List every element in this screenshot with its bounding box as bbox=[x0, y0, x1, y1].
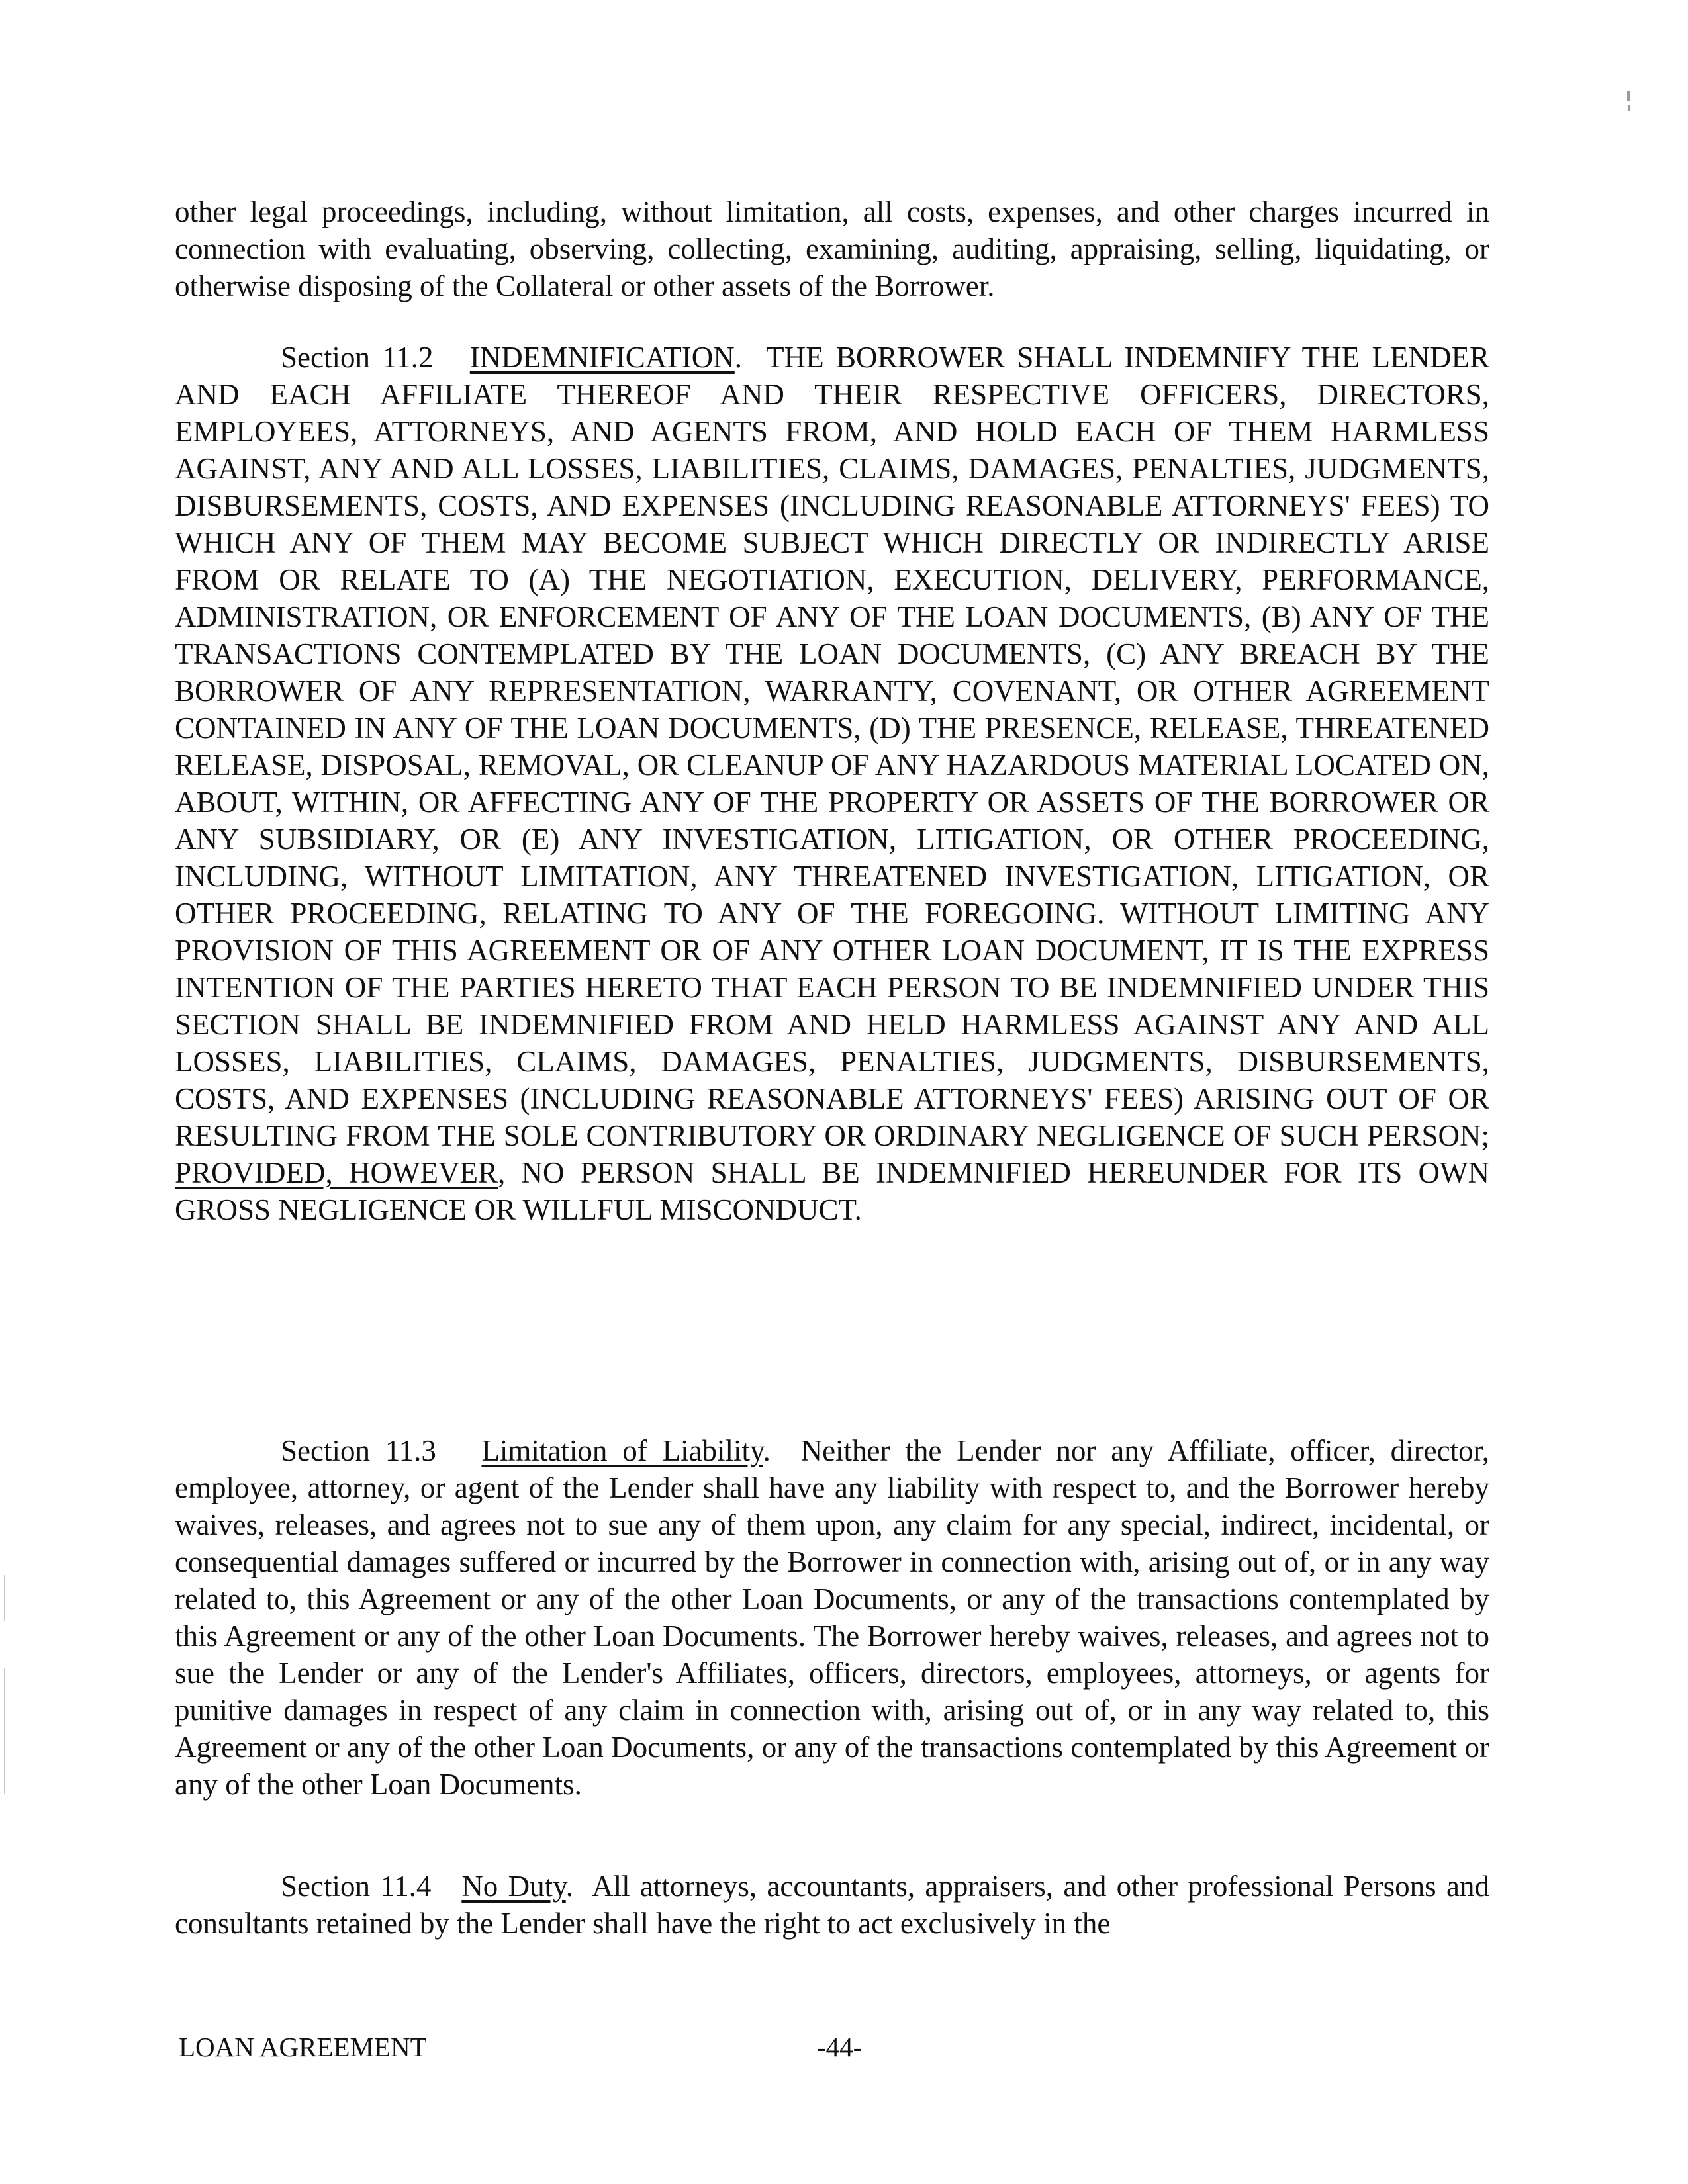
scan-speck bbox=[4, 1668, 5, 1794]
section-11-3 bbox=[175, 1432, 1489, 1803]
section-11-4-number: Section 11.4 bbox=[281, 1870, 432, 1903]
section-11-3-paragraph: Section 11.3 Limitation of Liability. Neither the Lender nor any Affiliate, officer, director, employee, attorney, or agent of the Lender shall have any liability with respect to, and the Borrower hereby waives, releases, and agrees not to sue any of them upon, any claim for any special, indirect, incidental, or consequential damages suffered or incurred by the Borrower in connection with, arising out of, or in any way related to, this Agreement or any of the other Loan Documents, or any of the transactions contemplated by this Agreement or any of the other Loan Documents. The Borrower hereby waives, releases, and agrees not to sue the Lender or any of the Lender's Affiliates, officers, directors, employees, attorneys, or agents for punitive damages in respect of any claim in connection with, arising out of, or in any way related to, this Agreement or any of the other Loan Documents, or any of the transactions contemplated by this Agreement or any of the other Loan Documents. bbox=[175, 1434, 1490, 1801]
section-11-2-text-part2: NO PERSON SHALL BE INDEMNIFIED HEREUNDER FOR ITS OWN GROSS NEGLIGENCE OR WILLFUL MISCONDUCT. bbox=[175, 1156, 1490, 1226]
footer-document-name: LOAN AGREEMENT bbox=[179, 2032, 427, 2062]
section-11-2-text-part1: THE BORROWER SHALL INDEMNIFY THE LENDER AND EACH AFFILIATE THEREOF AND THEIR RESPECTIVE OFFICERS, DIRECTORS, EMPLOYEES, ATTORNEYS, AND AGENTS FROM, AND HOLD EACH OF THEM HARMLESS AGAINST, ANY AND ALL LOSSES, LIABILITIES, CLAIMS, DAMAGES, PENALTIES, JUDGMENTS, DISBURSEMENTS, COSTS, AND EXPENSES (INCLUDING REASONABLE ATTORNEYS' FEES) TO WHICH ANY OF THEM MAY BECOME SUBJECT WHICH DIRECTLY OR INDIRECTLY ARISE FROM OR RELATE TO (A) THE NEGOTIATION, EXECUTION, DELIVERY, PERFORMANCE, ADMINISTRATION, OR ENFORCEMENT OF ANY OF THE LOAN DOCUMENTS, (B) ANY OF THE TRANSACTIONS CONTEMPLATED BY THE LOAN DOCUMENTS, (C) ANY BREACH BY THE BORROWER OF ANY REPRESENTATION, WARRANTY, COVENANT, OR OTHER AGREEMENT CONTAINED IN ANY OF THE LOAN DOCUMENTS, (D) THE PRESENCE, RELEASE, THREATENED RELEASE, DISPOSAL, REMOVAL, OR CLEANUP OF ANY HAZARDOUS MATERIAL LOCATED ON, ABOUT, WITHIN, OR AFFECTING ANY OF THE PROPERTY OR ASSETS OF THE BORROWER OR ANY SUBSIDIARY, OR (E) ANY INVESTIGATION, LITIGATION, OR OTHER PROCEEDING, INCLUDING, WITHOUT LIMITATION, ANY THREATENED INVESTIGATION, LITIGATION, OR OTHER PROCEEDING, RELATING TO ANY OF THE FOREGOING. WITHOUT LIMITING ANY PROVISION OF THIS AGREEMENT OR OF ANY OTHER LOAN DOCUMENT, IT IS THE EXPRESS INTENTION OF THE PARTIES HERETO THAT EACH PERSON TO BE INDEMNIFIED UNDER THIS SECTION SHALL BE INDEMNIFIED FROM AND HELD HARMLESS AGAINST ANY AND ALL LOSSES, LIABILITIES, CLAIMS, DAMAGES, PENALTIES, JUDGMENTS, DISBURSEMENTS, COSTS, AND EXPENSES (INCLUDING REASONABLE ATTORNEYS' FEES) ARISING OUT OF OR RESULTING FROM THE SOLE CONTRIBUTORY OR ORDINARY NEGLIGENCE OF SUCH PERSON; bbox=[175, 341, 1490, 1152]
section-11-4 bbox=[175, 1868, 1489, 1942]
scan-speck bbox=[1628, 105, 1630, 111]
section-11-2 bbox=[175, 339, 1489, 1228]
intro-paragraph bbox=[175, 193, 1489, 304]
scan-speck bbox=[4, 1575, 5, 1621]
section-11-3-text: Neither the Lender nor any Affiliate, officer, director, employee, attorney, or agent of the Lender shall have any liability with respect to, and the Borrower hereby waives, releases, and agrees not to sue any of them upon, any claim for any special, indirect, incidental, or consequential damages suffered or incurred by the Borrower in connection with, arising out of, or in any way related to, this Agreement or any of the other Loan Documents, or any of the transactions contemplated by this Agreement or any of the other Loan Documents. The Borrower hereby waives, releases, and agrees not to sue the Lender or any of the Lender's Affiliates, officers, directors, employees, attorneys, or agents for punitive damages in respect of any claim in connection with, arising out of, or in any way related to, this Agreement or any of the other Loan Documents, or any of the transactions contemplated by this Agreement or any of the other Loan Documents. bbox=[175, 1434, 1490, 1801]
section-11-4-heading: No Duty bbox=[461, 1870, 566, 1903]
section-11-3-number: Section 11.3 bbox=[281, 1434, 436, 1467]
section-11-2-paragraph: Section 11.2 INDEMNIFICATION. THE BORROWER SHALL INDEMNIFY THE LENDER AND EACH AFFILIATE THEREOF AND THEIR RESPECTIVE OFFICERS, DIRECTORS, EMPLOYEES, ATTORNEYS, AND AGENTS FROM, AND HOLD EACH OF THEM HARMLESS AGAINST, ANY AND ALL LOSSES, LIABILITIES, CLAIMS, DAMAGES, PENALTIES, JUDGMENTS, DISBURSEMENTS, COSTS, AND EXPENSES (INCLUDING REASONABLE ATTORNEYS' FEES) TO WHICH ANY OF THEM MAY BECOME SUBJECT WHICH DIRECTLY OR INDIRECTLY ARISE FROM OR RELATE TO (A) THE NEGOTIATION, EXECUTION, DELIVERY, PERFORMANCE, ADMINISTRATION, OR ENFORCEMENT OF ANY OF THE LOAN DOCUMENTS, (B) ANY OF THE TRANSACTIONS CONTEMPLATED BY THE LOAN DOCUMENTS, (C) ANY BREACH BY THE BORROWER OF ANY REPRESENTATION, WARRANTY, COVENANT, OR OTHER AGREEMENT CONTAINED IN ANY OF THE LOAN DOCUMENTS, (D) THE PRESENCE, RELEASE, THREATENED RELEASE, DISPOSAL, REMOVAL, OR CLEANUP OF ANY HAZARDOUS MATERIAL LOCATED ON, ABOUT, WITHIN, OR AFFECTING ANY OF THE PROPERTY OR ASSETS OF THE BORROWER OR ANY SUBSIDIARY, OR (E) ANY INVESTIGATION, LITIGATION, OR OTHER PROCEEDING, INCLUDING, WITHOUT LIMITATION, ANY THREATENED INVESTIGATION, LITIGATION, OR OTHER PROCEEDING, RELATING TO ANY OF THE FOREGOING. WITHOUT LIMITING ANY PROVISION OF THIS AGREEMENT OR OF ANY OTHER LOAN DOCUMENT, IT IS THE EXPRESS INTENTION OF THE PARTIES HERETO THAT EACH PERSON TO BE INDEMNIFIED UNDER THIS SECTION SHALL BE INDEMNIFIED FROM AND HELD HARMLESS AGAINST ANY AND ALL LOSSES, LIABILITIES, CLAIMS, DAMAGES, PENALTIES, JUDGMENTS, DISBURSEMENTS, COSTS, AND EXPENSES (INCLUDING REASONABLE ATTORNEYS' FEES) ARISING OUT OF OR RESULTING FROM THE SOLE CONTRIBUTORY OR ORDINARY NEGLIGENCE OF SUCH PERSON; PROVIDED, HOWEVER, NO PERSON SHALL BE INDEMNIFIED HEREUNDER FOR ITS OWN GROSS NEGLIGENCE OR WILLFUL MISCONDUCT. bbox=[175, 341, 1490, 1226]
scan-speck bbox=[1627, 91, 1630, 101]
section-11-3-heading: Limitation of Liability bbox=[481, 1434, 763, 1467]
section-11-4-text: All attorneys, accountants, appraisers, and other professional Persons and consultants retained by the Lender shall have the right to act exclusively in the bbox=[175, 1870, 1489, 1940]
section-11-2-proviso: PROVIDED, HOWEVER bbox=[175, 1156, 498, 1189]
section-11-4-paragraph: Section 11.4 No Duty. All attorneys, accountants, appraisers, and other professional Persons and consultants retained by the Lender shall have the right to act exclusively in the bbox=[175, 1870, 1489, 1940]
section-11-2-number: Section 11.2 bbox=[281, 341, 434, 374]
intro-paragraph-text: other legal proceedings, including, without limitation, all costs, expenses, and other charges incurred in connection with evaluating, observing, collecting, examining, auditing, appraising, selling, liquidating, or otherwise disposing of the Collateral or other assets of the Borrower. bbox=[175, 195, 1489, 302]
section-11-2-heading: INDEMNIFICATION bbox=[469, 341, 735, 374]
footer-page-number: -44- bbox=[817, 2032, 863, 2062]
